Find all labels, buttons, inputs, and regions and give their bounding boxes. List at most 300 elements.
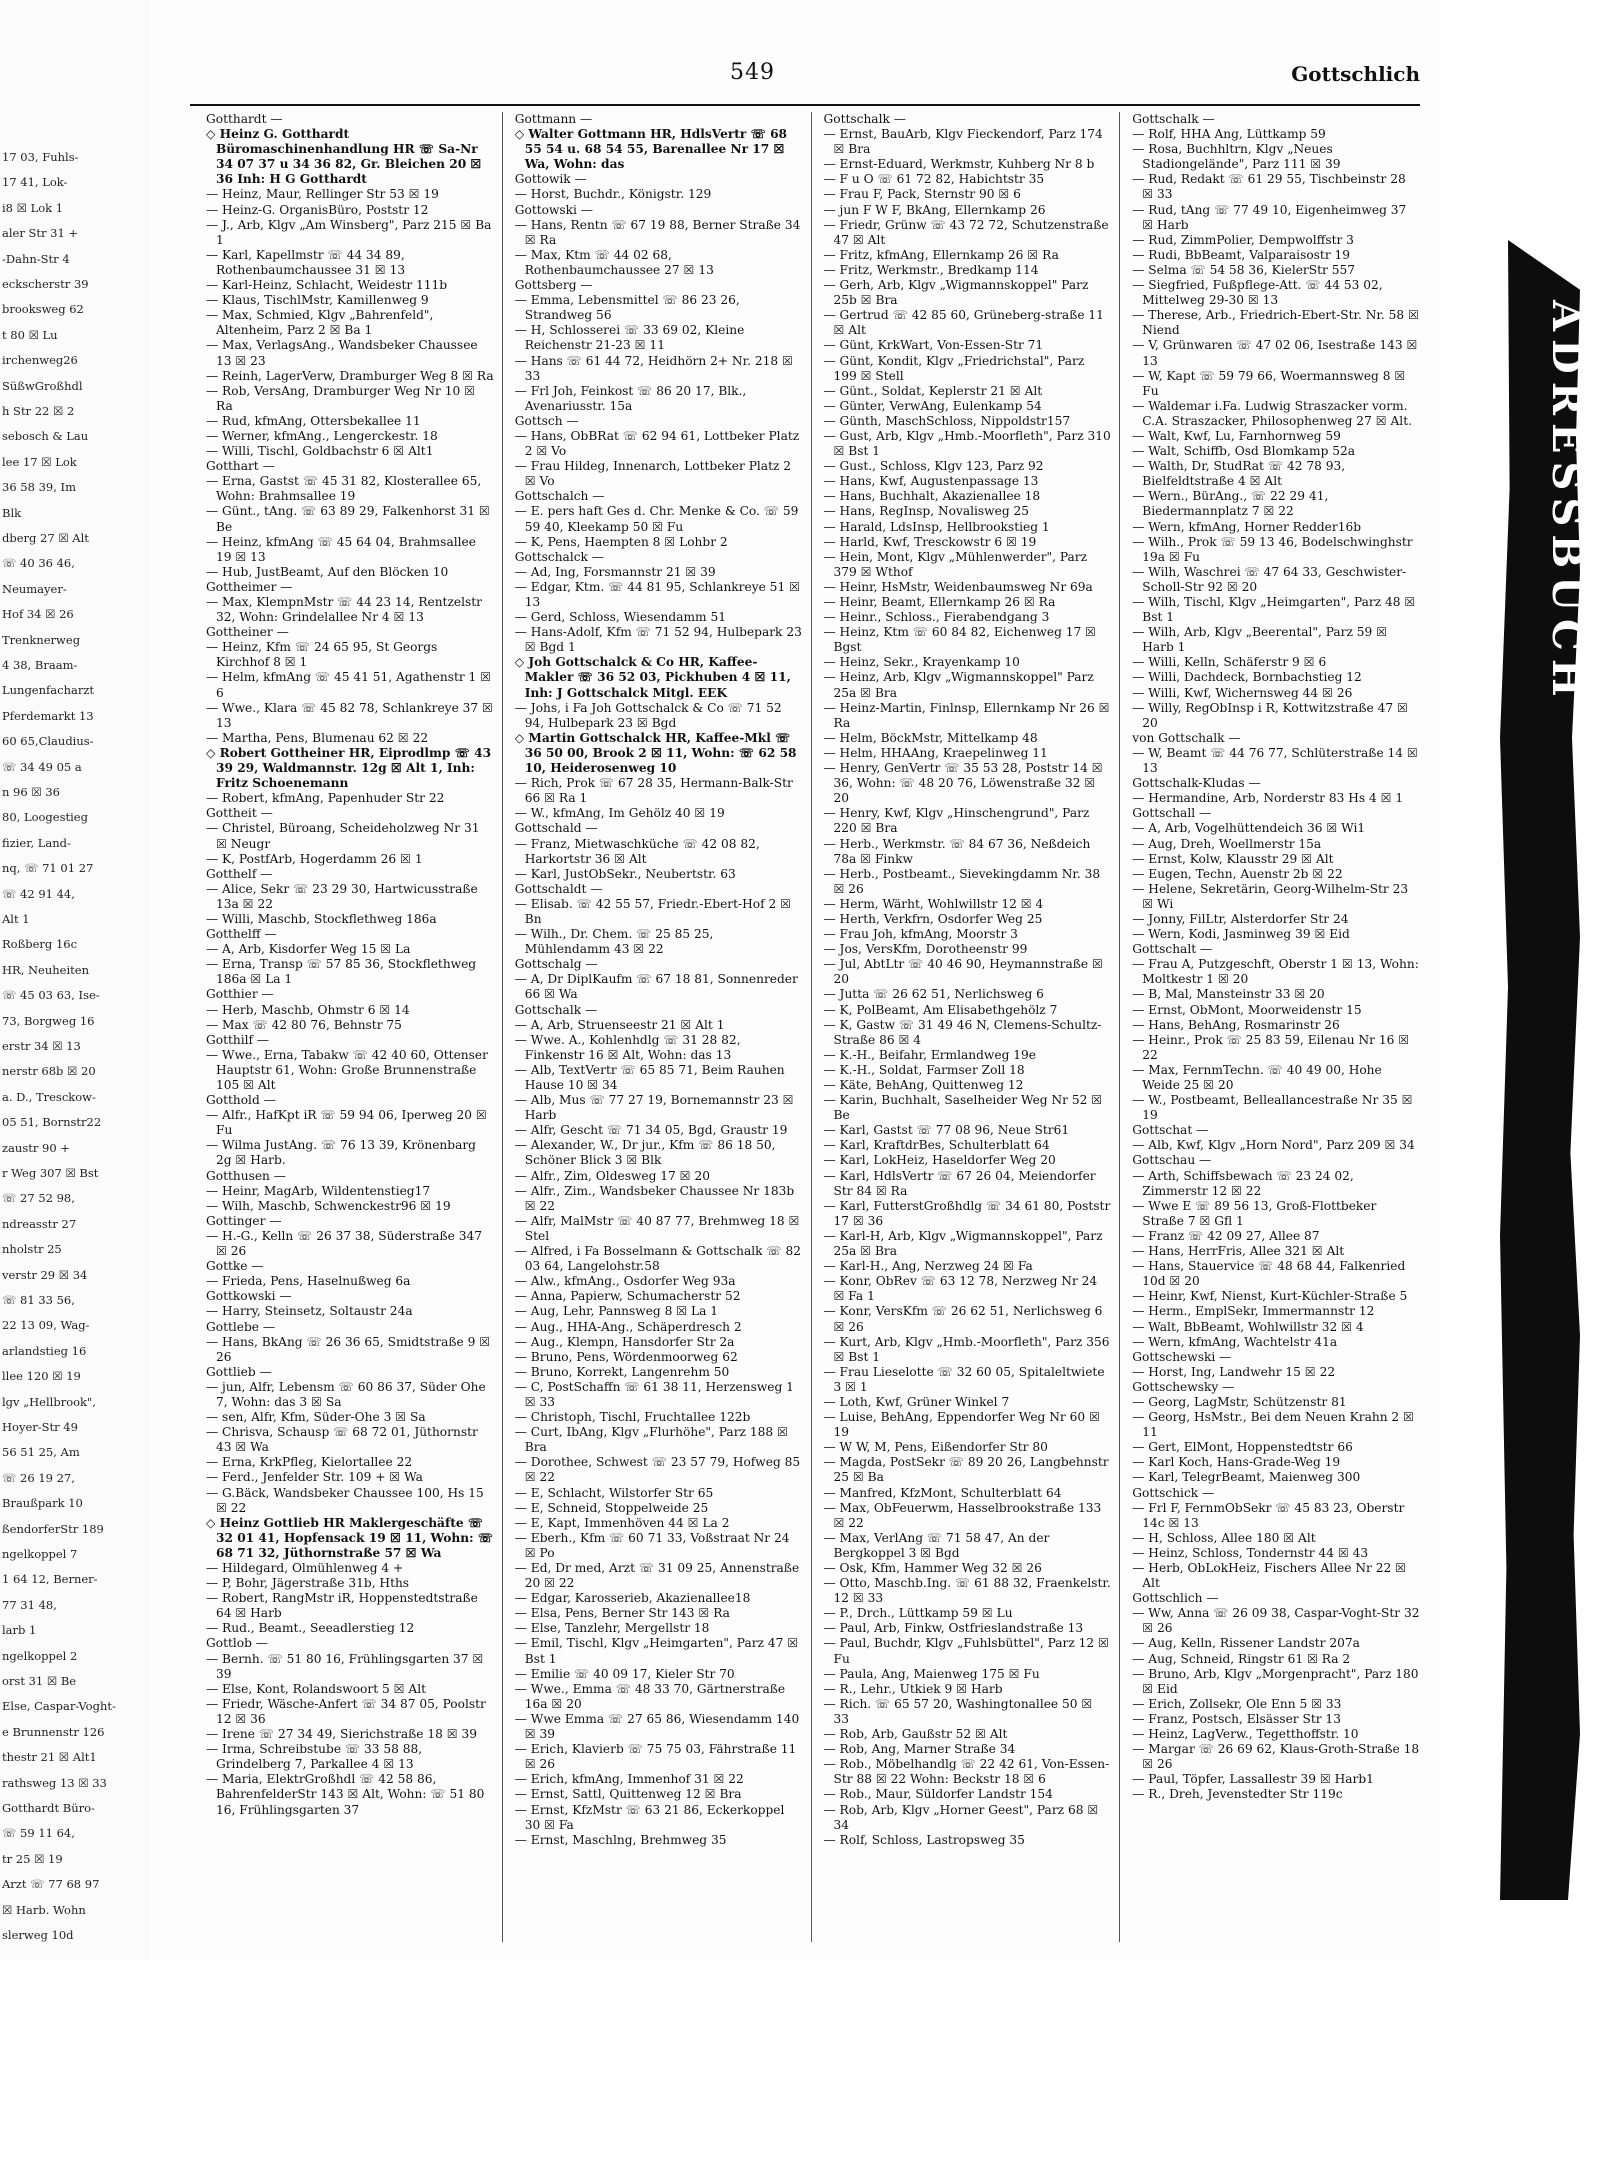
directory-entry: — Manfred, KfzMont, Schulterblatt 64 — [823, 1485, 1062, 1500]
surname-heading: Gottschalck — — [514, 549, 604, 564]
directory-entry: — Aug, Schneid, Ringstr 61 ☒ Ra 2 — [1132, 1651, 1351, 1666]
directory-entry: — Paul, Arb, Finkw, Ostfrieslandstraße 13 — [823, 1621, 1084, 1636]
directory-entry: — Erna, KrkPfleg, Kielortallee 22 — [206, 1455, 413, 1470]
directory-entry: — Gust., Schloss, Klgv 123, Parz 92 — [823, 459, 1044, 474]
directory-entry: — Willi, Dachdeck, Bornbachstieg 12 — [1132, 670, 1362, 685]
left-fragment: ☏ 45 03 63, Ise- — [2, 988, 100, 1003]
directory-entry: — Ed, Dr med, Arzt ☏ 31 09 25, Annenstraße 20 ☒ 22 — [514, 1561, 800, 1591]
directory-entry: — Gerd, Schloss, Wiesendamm 51 — [514, 610, 726, 625]
directory-entry: — W W, M, Pens, Eißendorfer Str 80 — [823, 1440, 1048, 1455]
directory-entry: — Edgar, Ktm. ☏ 44 81 95, Schlankreye 51 ☒ 13 — [514, 579, 800, 609]
directory-entry: — Rob., Maur, Süldorfer Landstr 154 — [823, 1787, 1053, 1802]
directory-entry: — Karl, HdlsVertr ☏ 67 26 04, Meiendorfer Str 84 ☒ Ra — [823, 1168, 1096, 1198]
directory-entry: — Aug, Kelln, Rissener Landstr 207a — [1132, 1636, 1360, 1651]
surname-heading: Gottschau — — [1132, 1153, 1212, 1168]
directory-entry: — Max, ObFeuerwm, Hasselbrookstraße 133 ☒ 22 — [823, 1500, 1102, 1530]
directory-entry: — Rolf, Schloss, Lastropsweg 35 — [823, 1832, 1025, 1847]
directory-entry: — Chrisva, Schausp ☏ 68 72 01, Jüthornstr 43 ☒ Wa — [206, 1425, 478, 1455]
left-fragment: ngelkoppel 2 — [2, 1648, 78, 1663]
directory-entry: — R., Lehr., Utkiek 9 ☒ Harb — [823, 1681, 1003, 1696]
directory-entry: — K, PolBeamt, Am Elisabethgehölz 7 — [823, 1002, 1058, 1017]
directory-entry: — Günt., tAng. ☏ 63 89 29, Falkenhorst 31 ☒ Be — [206, 504, 490, 534]
directory-entry: — Harry, Steinsetz, Soltaustr 24a — [206, 1304, 413, 1319]
left-fragment: arlandstieg 16 — [2, 1343, 87, 1358]
directory-entry: — Käte, BehAng, Quittenweg 12 — [823, 1078, 1024, 1092]
directory-entry: — Siegfried, Fußpflege-Att. ☏ 44 53 02, Mittelweg 29-30 ☒ 13 — [1132, 278, 1383, 308]
directory-entry: — Wwe., Erna, Tabakw ☏ 42 40 60, Ottenser Hauptstr 61, Wohn: Große Brunnenstraße 105 ☒ Alt — [206, 1047, 488, 1092]
directory-entry: — Hein, Mont, Klgv „Mühlenwerder", Parz 379 ☒ Wthof — [823, 549, 1088, 579]
directory-entry: — Ww, Anna ☏ 26 09 38, Caspar-Voght-Str 32 ☒ 26 — [1132, 1606, 1420, 1636]
directory-entry: — Wern, kfmAng, Horner Redder16b — [1132, 519, 1362, 534]
directory-entry: — Aug, Lehr, Pannsweg 8 ☒ La 1 — [514, 1304, 719, 1319]
surname-heading: Gottkowski — — [206, 1289, 292, 1304]
directory-entry: — Rob., Möbelhandlg ☏ 22 42 61, Von-Essen-Str 88 ☒ 22 Wohn: Beckstr 18 ☒ 6 — [823, 1757, 1110, 1787]
directory-entry: — Hans-Adolf, Kfm ☏ 71 52 94, Hulbepark 23 ☒ Bgd 1 — [514, 625, 802, 655]
directory-entry: — Alb, Mus ☏ 77 27 19, Bornemannstr 23 ☒ Harb — [514, 1093, 794, 1123]
surname-heading: Gottschalk — — [514, 1002, 598, 1017]
directory-entry: — Max, KlempnMstr ☏ 44 23 14, Rentzelstr 32, Wohn: Grindelallee Nr 4 ☒ 13 — [206, 595, 482, 625]
directory-entry: — Emil, Tischl, Klgv „Heimgarten", Parz 47 ☒ Bst 1 — [514, 1636, 799, 1666]
directory-entry: — jun, Alfr, Lebensm ☏ 60 86 37, Süder Ohe 7, Wohn: das 3 ☒ Sa — [206, 1379, 486, 1409]
directory-entry: — Werner, kfmAng., Lengerckestr. 18 — [206, 428, 438, 443]
directory-entry: — Max, VerlAng ☏ 71 58 47, An der Bergkoppel 3 ☒ Bgd — [823, 1530, 1050, 1560]
directory-entry: — Aug, Dreh, Woellmerstr 15a — [1132, 836, 1322, 851]
directory-entry: — Erich, kfmAng, Immenhof 31 ☒ 22 — [514, 1772, 744, 1787]
directory-entry: — Ferd., Jenfelder Str. 109 + ☒ Wa — [206, 1470, 423, 1485]
directory-entry: — Helm, HHAAng, Kraepelinweg 11 — [823, 745, 1048, 760]
left-fragment: ☏ 27 52 98, — [2, 1191, 75, 1206]
directory-entry: — Hans, BkAng ☏ 26 36 65, Smidtstraße 9 ☒ 26 — [206, 1334, 491, 1364]
directory-entry: — Hans ☏ 61 44 72, Heidhörn 2+ Nr. 218 ☒ 33 — [514, 353, 793, 383]
directory-entry: — A, Arb, Vogelhüttendeich 36 ☒ Wi1 — [1132, 821, 1366, 836]
left-fragment: 36 58 39, Im — [2, 480, 76, 495]
surname-heading: Gottowski — — [514, 202, 593, 217]
surname-heading: Gotthilf — — [206, 1032, 270, 1047]
directory-entry: — Bernh. ☏ 51 80 16, Frühlingsgarten 37 ☒ 39 — [206, 1651, 484, 1681]
directory-entry: — A, Arb, Kisdorfer Weg 15 ☒ La — [206, 942, 411, 957]
directory-entry: — Hans, Rentn ☏ 67 19 88, Berner Straße 34 ☒ Ra — [514, 217, 801, 247]
directory-entry: — Paul, Buchdr, Klgv „Fuhlsbüttel", Parz 12 ☒ Fu — [823, 1636, 1109, 1666]
directory-entry: — Herb., Werkmstr. ☏ 84 67 36, Neßdeich 78a ☒ Finkw — [823, 836, 1091, 866]
left-fragment: 77 31 48, — [2, 1597, 57, 1612]
directory-entry: — Ernst, BauArb, Klgv Fieckendorf, Parz 174 ☒ Bra — [823, 127, 1103, 157]
left-fragment: tr 25 ☒ 19 — [2, 1851, 63, 1866]
directory-entry: — Maria, ElektrGroßhdl ☏ 42 58 86, BahrenfelderStr 143 ☒ Alt, Wohn: ☏ 51 80 16, Frühlingsgarten 37 — [206, 1772, 485, 1817]
directory-entry: — H, Schlosserei ☏ 33 69 02, Kleine Reichenstr 21-23 ☒ 11 — [514, 323, 745, 353]
directory-entry: — P, Bohr, Jägerstraße 31b, Hths — [206, 1576, 410, 1591]
directory-entry: — H.-G., Kelln ☏ 26 37 38, Süderstraße 347 ☒ 26 — [206, 1228, 483, 1259]
directory-entry: — Wern, Kodi, Jasminweg 39 ☒ Eid — [1132, 927, 1350, 942]
page-number: 549 — [730, 60, 775, 85]
directory-entry: — Karl, LokHeiz, Haseldorfer Weg 20 — [823, 1153, 1056, 1168]
directory-entry: — Fritz, kfmAng, Ellernkamp 26 ☒ Ra — [823, 247, 1059, 262]
surname-heading: Gottschaldt — — [514, 881, 603, 896]
left-fragment: n 96 ☒ 36 — [2, 785, 60, 799]
directory-entry: — Heinz, Arb, Klgv „Wigmannskoppel" Parz 25a ☒ Bra — [823, 670, 1094, 700]
directory-entry: — Karl, KraftdrBes, Schulterblatt 64 — [823, 1138, 1050, 1153]
left-fragment: Blk — [2, 505, 22, 520]
directory-entry: — Reinh, LagerVerw, Dramburger Weg 8 ☒ Ra — [206, 368, 494, 383]
directory-entry: — Else, Kont, Rolandswoort 5 ☒ Alt — [206, 1681, 426, 1696]
directory-entry: — Gert, ElMont, Hoppenstedtstr 66 — [1132, 1440, 1353, 1455]
header-rule — [190, 104, 1420, 106]
left-fragment: verstr 29 ☒ 34 — [2, 1267, 88, 1282]
directory-entry: — Alfred, i Fa Bosselmann & Gottschalk ☏ 82 03 64, Langelohstr.58 — [514, 1244, 802, 1274]
running-head: Gottschlich — [1291, 62, 1420, 86]
surname-heading: Gotthelf — — [206, 866, 273, 881]
directory-entry: ◇ Martin Gottschalck HR, Kaffee-Mkl ☏ 36 50 00, Brook 2 ☒ 11, Wohn: ☏ 62 58 10, Heiderosenweg 10 — [514, 730, 797, 776]
directory-entry: — Heinr, MagArb, Wildentenstieg17 — [206, 1183, 431, 1198]
directory-entry: — Johs, i Fa Joh Gottschalck & Co ☏ 71 52 94, Hulbepark 23 ☒ Bgd — [514, 700, 782, 730]
left-fragment: 56 51 25, Am — [2, 1445, 80, 1460]
directory-entry: — Wern., BürAng., ☏ 22 29 41, Biedermannplatz 7 ☒ 22 — [1132, 489, 1329, 519]
surname-heading: Gottke — — [206, 1259, 264, 1274]
surname-heading: Gottheit — — [206, 806, 273, 821]
directory-entry: — Irma, Schreibstube ☏ 33 58 88, Grindelberg 7, Parkallee 4 ☒ 13 — [206, 1742, 423, 1772]
surname-heading: Gottlieb — — [206, 1364, 272, 1379]
directory-entry: — E, Kapt, Immenhöven 44 ☒ La 2 — [514, 1515, 730, 1530]
directory-entry: — Georg, LagMstr, Schützenstr 81 — [1132, 1394, 1347, 1409]
directory-entry: — Arth, Schiffsbewach ☏ 23 24 02, Zimmerstr 12 ☒ 22 — [1132, 1168, 1354, 1198]
directory-entry: — Franz ☏ 42 09 27, Allee 87 — [1132, 1228, 1320, 1243]
directory-entry: — Ernst, Sattl, Quittenweg 12 ☒ Bra — [514, 1787, 742, 1802]
surname-heading: Gotthardt — — [206, 112, 283, 126]
directory-entry: ◇ Walter Gottmann HR, HdlsVertr ☏ 68 55 54 u. 68 54 55, Barenallee Nr 17 ☒ Wa, Wohn: das — [514, 127, 788, 172]
directory-entry: — Günt, KrkWart, Von-Essen-Str 71 — [823, 338, 1044, 353]
left-fragment: ndreasstr 27 — [2, 1216, 77, 1231]
left-fragment: Lungenfacharzt — [2, 683, 95, 698]
directory-entry: — Karl, FutterstGroßhdlg ☏ 34 61 80, Poststr 17 ☒ 36 — [823, 1198, 1111, 1228]
surname-heading: Gotthier — — [206, 987, 274, 1002]
directory-entry: — Max, Ktm ☏ 44 02 68, Rothenbaumchaussee 27 ☒ 13 — [514, 247, 714, 277]
left-fragment: Braußpark 10 — [2, 1496, 83, 1511]
directory-entry: — K, PostfArb, Hogerdamm 26 ☒ 1 — [206, 851, 423, 866]
directory-entry: — Paula, Ang, Maienweg 175 ☒ Fu — [823, 1666, 1040, 1681]
directory-entry: — Rich. ☏ 65 57 20, Washingtonallee 50 ☒ 33 — [823, 1696, 1093, 1726]
directory-entry: ◇ Robert Gottheiner HR, Eiprodlmp ☏ 43 39 29, Waldmannstr. 12g ☒ Alt 1, Inh: Fritz Schoenemann — [206, 745, 492, 791]
directory-entry: — Walth, Dr, StudRat ☏ 42 78 93, Bielfeldtstraße 4 ☒ Alt — [1132, 459, 1346, 489]
directory-entry: — Günter, VerwAng, Eulenkamp 54 — [823, 398, 1042, 413]
directory-entry: — Walt, Kwf, Lu, Farnhornweg 59 — [1132, 428, 1341, 443]
directory-entry: — Magda, PostSekr ☏ 89 20 26, Langbehnstr 25 ☒ Ba — [823, 1455, 1109, 1485]
left-fragment: 1 64 12, Berner- — [2, 1572, 98, 1587]
directory-entry: — Alfr., HafKpt iR ☏ 59 94 06, Iperweg 20 ☒ Fu — [206, 1108, 487, 1138]
left-fragment: Pferdemarkt 13 — [2, 708, 94, 723]
directory-entry: — Ad, Ing, Forsmannstr 21 ☒ 39 — [514, 564, 716, 579]
left-fragment: Else, Caspar-Voght- — [2, 1699, 116, 1714]
directory-entry: — Herb, Maschb, Ohmstr 6 ☒ 14 — [206, 1002, 410, 1017]
left-fragment: 22 13 09, Wag- — [2, 1318, 90, 1333]
column-3 — [816, 112, 1121, 1942]
directory-entry: — Heinz, Sekr., Krayenkamp 10 — [823, 655, 1020, 670]
directory-entry: — Henry, Kwf, Klgv „Hinschengrund", Parz 220 ☒ Bra — [823, 806, 1090, 836]
left-fragment: fizier, Land- — [2, 835, 71, 850]
directory-entry: — Erna, Gastst ☏ 45 31 82, Klosterallee 65, Wohn: Brahmsallee 19 — [206, 474, 482, 504]
directory-entry: — Heinz, LagVerw., Tegetthoffstr. 10 — [1132, 1727, 1359, 1742]
surname-heading: Gottschlich — — [1132, 1591, 1219, 1606]
directory-entry: — Karl-H., Ang, Nerzweg 24 ☒ Fa — [823, 1259, 1033, 1274]
surname-heading: Gottmann — — [514, 112, 593, 126]
directory-entry: — Wilma JustAng. ☏ 76 13 39, Krönenbarg 2g ☒ Harb. — [206, 1138, 476, 1168]
directory-entry: — Paul, Töpfer, Lassallestr 39 ☒ Harb1 — [1132, 1772, 1374, 1787]
directory-entry: — Karl, Gastst ☏ 77 08 96, Neue Str61 — [823, 1123, 1070, 1138]
directory-entry: — K.-H., Beifahr, Ermlandweg 19e — [823, 1047, 1036, 1062]
directory-page — [150, 0, 1443, 1960]
surname-heading: Gotthold — — [206, 1093, 276, 1108]
previous-page-edge — [0, 0, 152, 1960]
directory-entry: — R., Dreh, Jevenstedter Str 119c — [1132, 1787, 1343, 1802]
directory-entry: — Herb, ObLokHeiz, Fischers Allee Nr 22 ☒ Alt — [1132, 1561, 1407, 1591]
directory-entry: — Gertrud ☏ 42 85 60, Grüneberg-straße 11 ☒ Alt — [823, 308, 1104, 338]
directory-entry: — Fritz, Werkmstr., Bredkamp 114 — [823, 262, 1039, 277]
directory-entry: — Jonny, FilLtr, Alsterdorfer Str 24 — [1132, 911, 1349, 926]
left-fragment: t 80 ☒ Lu — [2, 327, 58, 342]
left-fragment: sebosch & Lau — [2, 429, 89, 444]
left-fragment: -Dahn-Str 4 — [2, 251, 70, 266]
directory-entry: — Anna, Papierw, Schumacherstr 52 — [514, 1289, 741, 1304]
directory-entry: — Harld, Kwf, Tresckowstr 6 ☒ 19 — [823, 534, 1037, 549]
left-fragment: 17 03, Fuhls- — [2, 150, 79, 164]
directory-entry: — Frl Joh, Feinkost ☏ 86 20 17, Blk., Avenariusstr. 15a — [514, 383, 747, 413]
directory-entry: — Hildegard, Olmühlenweg 4 + — [206, 1561, 404, 1575]
left-fragment: ☏ 42 91 44, — [2, 886, 75, 901]
directory-entry: — Wwe., Emma ☏ 48 33 70, Gärtnerstraße 16a ☒ 20 — [514, 1681, 786, 1711]
directory-entry: — Herm., EmplSekr, Immermannstr 12 — [1132, 1304, 1375, 1319]
directory-entry: — Alfr., Zim., Wandsbeker Chaussee Nr 183b ☒ 22 — [514, 1183, 795, 1213]
directory-entry: — Otto, Maschb.Ing. ☏ 61 88 32, Fraenkelstr. 12 ☒ 33 — [823, 1576, 1111, 1606]
surname-heading: Gottschick — — [1132, 1485, 1215, 1500]
directory-entry: — Wilh, Arb, Klgv „Beerental", Parz 59 ☒ Harb 1 — [1132, 625, 1388, 655]
surname-heading: Gottsberg — — [514, 278, 593, 293]
directory-entry: — Erich, Zollsekr, Ole Enn 5 ☒ 33 — [1132, 1696, 1342, 1711]
surname-heading: Gottschall — — [1132, 806, 1212, 821]
directory-entry: — Bruno, Arb, Klgv „Morgenpracht", Parz 180 ☒ Eid — [1132, 1666, 1419, 1696]
directory-entry: — A, Dr DiplKaufm ☏ 67 18 81, Sonnenreder 66 ☒ Wa — [514, 972, 798, 1002]
directory-entry: — Max, FernmTechn. ☏ 40 49 00, Hohe Weide 25 ☒ 20 — [1132, 1062, 1382, 1092]
directory-entry: — Rud, Redakt ☏ 61 29 55, Tischbeinstr 28 ☒ 33 — [1132, 172, 1406, 202]
directory-entry: — Helm, kfmAng ☏ 45 41 51, Agathenstr 1 ☒ 6 — [206, 670, 492, 700]
directory-entry: — Jutta ☏ 26 62 51, Nerlichsweg 6 — [823, 987, 1044, 1002]
left-fragment: Arzt ☏ 77 68 97 — [2, 1877, 100, 1892]
surname-heading: Gottschewsky — — [1132, 1379, 1235, 1394]
directory-entry: — Karin, Buchhalt, Saselheider Weg Nr 52 ☒ Be — [823, 1093, 1103, 1123]
directory-entry: — Heinz, kfmAng ☏ 45 64 04, Brahmsallee 19 ☒ 13 — [206, 534, 476, 564]
directory-entry: — Günth, MaschSchloss, Nippoldstr157 — [823, 413, 1071, 428]
left-fragment: nerstr 68b ☒ 20 — [2, 1064, 96, 1079]
directory-entry: — K, Gastw ☏ 31 49 46 N, Clemens-Schultz-Straße 86 ☒ 4 — [823, 1017, 1102, 1047]
directory-entry: — Frau Hildeg, Innenarch, Lottbeker Platz 2 ☒ Vo — [514, 459, 792, 489]
directory-entry: — Heinz-G. OrganisBüro, Poststr 12 — [206, 202, 429, 217]
directory-entry: — V, Grünwaren ☏ 47 02 06, Isestraße 143 ☒ 13 — [1132, 338, 1418, 368]
directory-entry: — Rob, Ang, Marner Straße 34 — [823, 1742, 1016, 1757]
left-fragment: Hof 34 ☒ 26 — [2, 607, 74, 622]
directory-entry: — Selma ☏ 54 58 36, KielerStr 557 — [1132, 262, 1355, 277]
left-fragment: dberg 27 ☒ Alt — [2, 531, 89, 545]
directory-entry: — Hub, JustBeamt, Auf den Blöcken 10 — [206, 564, 449, 579]
directory-entry: — Alb, TextVertr ☏ 65 85 71, Beim Rauhen Hause 10 ☒ 34 — [514, 1062, 785, 1092]
directory-entry: — Günt., Soldat, Keplerstr 21 ☒ Alt — [823, 383, 1043, 398]
directory-entry: — Frieda, Pens, Haselnußweg 6a — [206, 1274, 411, 1289]
directory-entry: — Max ☏ 42 80 76, Behnstr 75 — [206, 1017, 402, 1032]
scan-margin — [0, 1960, 1600, 2177]
directory-entry: — Karl, TelegrBeamt, Maienweg 300 — [1132, 1470, 1361, 1485]
directory-entry: — Jos, VersKfm, Dorotheenstr 99 — [823, 942, 1028, 957]
directory-entry: — Elisab. ☏ 42 55 57, Friedr.-Ebert-Hof 2 ☒ Bn — [514, 896, 792, 926]
left-fragment: llee 120 ☒ 19 — [2, 1369, 81, 1384]
left-fragment: a. D., Tresckow- — [2, 1089, 96, 1104]
directory-entry: — Günt, Kondit, Klgv „Friedrichstal", Parz 199 ☒ Stell — [823, 353, 1085, 383]
directory-entry: — Rolf, HHA Ang, Lüttkamp 59 — [1132, 127, 1326, 142]
directory-entry: — Karl Koch, Hans-Grade-Weg 19 — [1132, 1455, 1341, 1470]
directory-entry: — W, Beamt ☏ 44 76 77, Schlüterstraße 14 ☒ 13 — [1132, 745, 1418, 776]
surname-heading: Gottowik — — [514, 172, 587, 187]
directory-entry: — Klaus, TischlMstr, Kamillenweg 9 — [206, 293, 429, 308]
left-fragment: 73, Borgweg 16 — [2, 1013, 95, 1028]
left-fragment: ☏ 40 36 46, — [2, 556, 75, 571]
directory-entry: — Bruno, Korrekt, Langenrehm 50 — [514, 1364, 730, 1379]
directory-entry: ◇ Heinz G. Gotthardt Büromaschinenhandlung HR ☏ Sa-Nr 34 07 37 u 34 36 82, Gr. Bleichen 20 ☒ 36 Inh: H G Gotthardt — [206, 127, 482, 187]
left-fragment: nholstr 25 — [2, 1242, 62, 1257]
directory-entry: — Christel, Büroang, Scheideholzweg Nr 31 ☒ Neugr — [206, 821, 480, 851]
directory-entry: — W., kfmAng, Im Gehölz 40 ☒ 19 — [514, 806, 725, 821]
directory-entry: — Irene ☏ 27 34 49, Sierichstraße 18 ☒ 39 — [206, 1727, 478, 1742]
left-fragment: slerweg 10d — [2, 1928, 74, 1942]
left-fragment: brooksweg 62 — [2, 302, 84, 317]
left-fragment: 05 51, Bornstr22 — [2, 1115, 102, 1130]
left-fragment: h Str 22 ☒ 2 — [2, 404, 75, 418]
directory-entry: — Heinz, Kfm ☏ 24 65 95, St Georgs Kirchhof 8 ☒ 1 — [206, 640, 438, 670]
directory-entry: — Gust, Arb, Klgv „Hmb.-Moorfleth", Parz 310 ☒ Bst 1 — [823, 428, 1111, 459]
left-fragment: erstr 34 ☒ 13 — [2, 1039, 81, 1053]
directory-entry: — Curt, IbAng, Klgv „Flurhöhe", Parz 188 ☒ Bra — [514, 1425, 788, 1455]
directory-entry: — Therese, Arb., Friedrich-Ebert-Str. Nr. 58 ☒ Niend — [1132, 308, 1419, 338]
surname-heading: Gottschewski — — [1132, 1349, 1232, 1364]
directory-entry: — Heinz, Maur, Rellinger Str 53 ☒ 19 — [206, 187, 439, 202]
directory-entry: — Alfr, MalMstr ☏ 40 87 77, Brehmweg 18 ☒ Stel — [514, 1213, 800, 1243]
directory-entry: — Erich, Klavierb ☏ 75 75 03, Fährstraße 11 ☒ 26 — [514, 1742, 797, 1772]
directory-entry: — Alfr, Gescht ☏ 71 34 05, Bgd, Graustr 19 — [514, 1123, 788, 1138]
directory-entry: ◇ Joh Gottschalck & Co HR, Kaffee-Makler ☏ 36 52 03, Pickhuben 4 ☒ 11, Inh: J Gottschalck Mitgl. EEK — [514, 655, 791, 700]
surname-heading: Gotthelff — — [206, 927, 277, 942]
directory-entry: — Karl-Heinz, Schlacht, Weidestr 111b — [206, 278, 448, 293]
directory-columns — [198, 112, 1428, 1942]
directory-entry: — Alb, Kwf, Klgv „Horn Nord", Parz 209 ☒ 34 — [1132, 1138, 1415, 1153]
directory-entry: — Heinr, Kwf, Nienst, Kurt-Küchler-Straße 5 — [1132, 1289, 1408, 1304]
directory-entry: — Hans, BehAng, Rosmarinstr 26 — [1132, 1017, 1340, 1032]
directory-entry: — Harald, LdsInsp, Hellbrookstieg 1 — [823, 519, 1050, 534]
directory-entry: — Frau Joh, kfmAng, Moorstr 3 — [823, 927, 1018, 942]
directory-entry: — E. pers haft Ges d. Chr. Menke & Co. ☏ 59 59 40, Kleekamp 50 ☒ Fu — [514, 504, 799, 534]
directory-entry: — Helm, BöckMstr, Mittelkamp 48 — [823, 730, 1038, 745]
left-fragment: lee 17 ☒ Lok — [2, 454, 77, 469]
directory-entry: — Frau F, Pack, Sternstr 90 ☒ 6 — [823, 187, 1021, 202]
directory-entry: — Hans, Kwf, Augustenpassage 13 — [823, 474, 1039, 489]
directory-entry: — E, Schneid, Stoppelweide 25 — [514, 1500, 709, 1515]
directory-entry: — Ernst, Maschlng, Brehmweg 35 — [514, 1832, 727, 1847]
directory-entry: — Karl, JustObSekr., Neubertstr. 63 — [514, 866, 736, 881]
directory-entry: — Wwe Emma ☏ 27 65 86, Wiesendamm 140 ☒ 39 — [514, 1711, 800, 1742]
left-fragment: 60 65,Claudius- — [2, 734, 94, 749]
surname-heading: Gottschald — — [514, 821, 598, 836]
left-fragment: nq, ☏ 71 01 27 — [2, 861, 94, 876]
directory-entry: — Rudi, BbBeamt, Valparaisostr 19 — [1132, 247, 1351, 262]
left-fragment: Roßberg 16c — [2, 937, 78, 952]
directory-entry: — Horst, Ing, Landwehr 15 ☒ 22 — [1132, 1364, 1336, 1379]
directory-entry: — Wwe E ☏ 89 56 13, Groß-Flottbeker Straße 7 ☒ Gfl 1 — [1132, 1198, 1377, 1228]
directory-entry: — F u O ☏ 61 72 82, Habichtstr 35 — [823, 172, 1045, 187]
directory-entry: — Friedr, Wäsche-Anfert ☏ 34 87 05, Poolstr 12 ☒ 36 — [206, 1696, 486, 1726]
directory-entry: — K.-H., Soldat, Farmser Zoll 18 — [823, 1062, 1025, 1077]
directory-entry: — Elsa, Pens, Berner Str 143 ☒ Ra — [514, 1606, 730, 1621]
directory-entry: — K, Pens, Haempten 8 ☒ Lohbr 2 — [514, 534, 728, 549]
directory-entry: — Wilh., Dr. Chem. ☏ 25 85 25, Mühlendamm 43 ☒ 22 — [514, 927, 714, 957]
directory-entry: — Rob, VersAng, Dramburger Weg Nr 10 ☒ Ra — [206, 383, 476, 413]
band-text: ADRESSBUCH — [1543, 300, 1590, 705]
directory-entry: — P., Drch., Lüttkamp 59 ☒ Lu — [823, 1606, 1013, 1621]
directory-entry: — Rob, Arb, Gaußstr 52 ☒ Alt — [823, 1727, 1008, 1742]
directory-entry: — Wilh, Maschb, Schwenckestr96 ☒ 19 — [206, 1198, 451, 1213]
directory-entry: — Jul, AbtLtr ☏ 40 46 90, Heymannstraße ☒ 20 — [823, 957, 1103, 987]
directory-entry: — B, Mal, Mansteinstr 33 ☒ 20 — [1132, 987, 1325, 1002]
directory-entry: — Gerh, Arb, Klgv „Wigmannskoppel" Parz 25b ☒ Bra — [823, 278, 1089, 308]
directory-entry: — Rud, tAng ☏ 77 49 10, Eigenheimweg 37 ☒ Harb — [1132, 202, 1407, 232]
left-fragment: Alt 1 — [2, 912, 30, 926]
directory-entry: — Georg, HsMstr., Bei dem Neuen Krahn 2 ☒ 11 — [1132, 1410, 1414, 1440]
column-2 — [507, 112, 812, 1942]
directory-entry: — Wwe., Klara ☏ 45 82 78, Schlankreye 37 ☒ 13 — [206, 700, 493, 730]
column-4 — [1124, 112, 1428, 1942]
left-fragment: ☏ 34 49 05 a — [2, 759, 82, 774]
directory-entry: — Rich, Prok ☏ 67 28 35, Hermann-Balk-Str 66 ☒ Ra 1 — [514, 776, 793, 806]
left-fragment: rathsweg 13 ☒ 33 — [2, 1775, 107, 1790]
directory-entry: — Wilh, Waschrei ☏ 47 64 33, Geschwister-Scholl-Str 92 ☒ 20 — [1132, 564, 1407, 594]
left-fragment: HR, Neuheiten — [2, 962, 89, 977]
directory-entry: — Heinr, Beamt, Ellernkamp 26 ☒ Ra — [823, 595, 1056, 609]
directory-entry: — Hermandine, Arb, Norderstr 83 Hs 4 ☒ 1 — [1132, 791, 1404, 806]
directory-entry: — Max, VerlagsAng., Wandsbeker Chaussee 13 ☒ 23 — [206, 338, 478, 368]
directory-entry: — Karl-H, Arb, Klgv „Wigmannskoppel", Parz 25a ☒ Bra — [823, 1228, 1103, 1259]
surname-heading: Gottheiner — — [206, 625, 289, 640]
directory-entry: — Margar ☏ 26 69 62, Klaus-Groth-Straße 18 ☒ 26 — [1132, 1742, 1420, 1772]
directory-entry: — Max, Schmied, Klgv „Bahrenfeld", Altenheim, Parz 2 ☒ Ba 1 — [206, 308, 434, 338]
directory-entry: — E, Schlacht, Wilstorfer Str 65 — [514, 1485, 714, 1500]
directory-entry: — W., Postbeamt, Belleallancestraße Nr 35 ☒ 19 — [1132, 1093, 1413, 1123]
left-fragment: larb 1 — [2, 1623, 37, 1638]
directory-entry: ◇ Heinz Gottlieb HR Maklergeschäfte ☏ 32 01 41, Hopfensack 19 ☒ 11, Wohn: ☏ 68 71 32, Jüthornstraße 57 ☒ Wa — [206, 1515, 494, 1560]
directory-entry: — Eberh., Kfm ☏ 60 71 33, Voßstraat Nr 24 ☒ Po — [514, 1530, 790, 1560]
directory-entry: — Heinr., Prok ☏ 25 83 59, Eilenau Nr 16 ☒ 22 — [1132, 1032, 1410, 1062]
left-fragment: ☏ 81 33 56, — [2, 1293, 75, 1307]
directory-entry: — C, PostSchaffn ☏ 61 38 11, Herzensweg 1 ☒ 33 — [514, 1379, 794, 1409]
directory-entry: — Hans, HerrFris, Allee 321 ☒ Alt — [1132, 1244, 1345, 1259]
directory-entry: — Wern, kfmAng, Wachtelstr 41a — [1132, 1334, 1338, 1349]
surname-heading: Gottlob — — [206, 1636, 268, 1651]
directory-entry: — Kurt, Arb, Klgv „Hmb.-Moorfleth", Parz 356 ☒ Bst 1 — [823, 1334, 1110, 1364]
directory-entry: — Wwe. A., Kohlenhdlg ☏ 31 28 82, Finkenstr 16 ☒ Alt, Wohn: das 13 — [514, 1032, 741, 1062]
directory-entry: — Ernst, KfzMstr ☏ 63 21 86, Eckerkoppel 30 ☒ Fa — [514, 1802, 785, 1832]
surname-heading: Gotthart — — [206, 459, 275, 474]
directory-entry: — Robert, RangMstr iR, Hoppenstedtstraße 64 ☒ Harb — [206, 1591, 478, 1621]
directory-entry: — Alice, Sekr ☏ 23 29 30, Hartwicusstraße 13a ☒ 22 — [206, 881, 478, 911]
page-edge-band — [1440, 0, 1600, 1960]
directory-entry: — Rosa, Buchhltrn, Klgv „Neues Stadiongelände", Parz 111 ☒ 39 — [1132, 142, 1341, 172]
directory-entry: — Rud, kfmAng, Ottersbekallee 11 — [206, 413, 421, 428]
left-fragment: ☏ 26 19 27, — [2, 1470, 75, 1485]
directory-entry: — Emilie ☏ 40 09 17, Kieler Str 70 — [514, 1666, 735, 1681]
directory-entry: — jun F W F, BkAng, Ellernkamp 26 — [823, 202, 1046, 217]
directory-entry: — Herm, Wärht, Wohlwillstr 12 ☒ 4 — [823, 896, 1044, 911]
directory-entry: — Hans, RegInsp, Novalisweg 25 — [823, 504, 1029, 519]
